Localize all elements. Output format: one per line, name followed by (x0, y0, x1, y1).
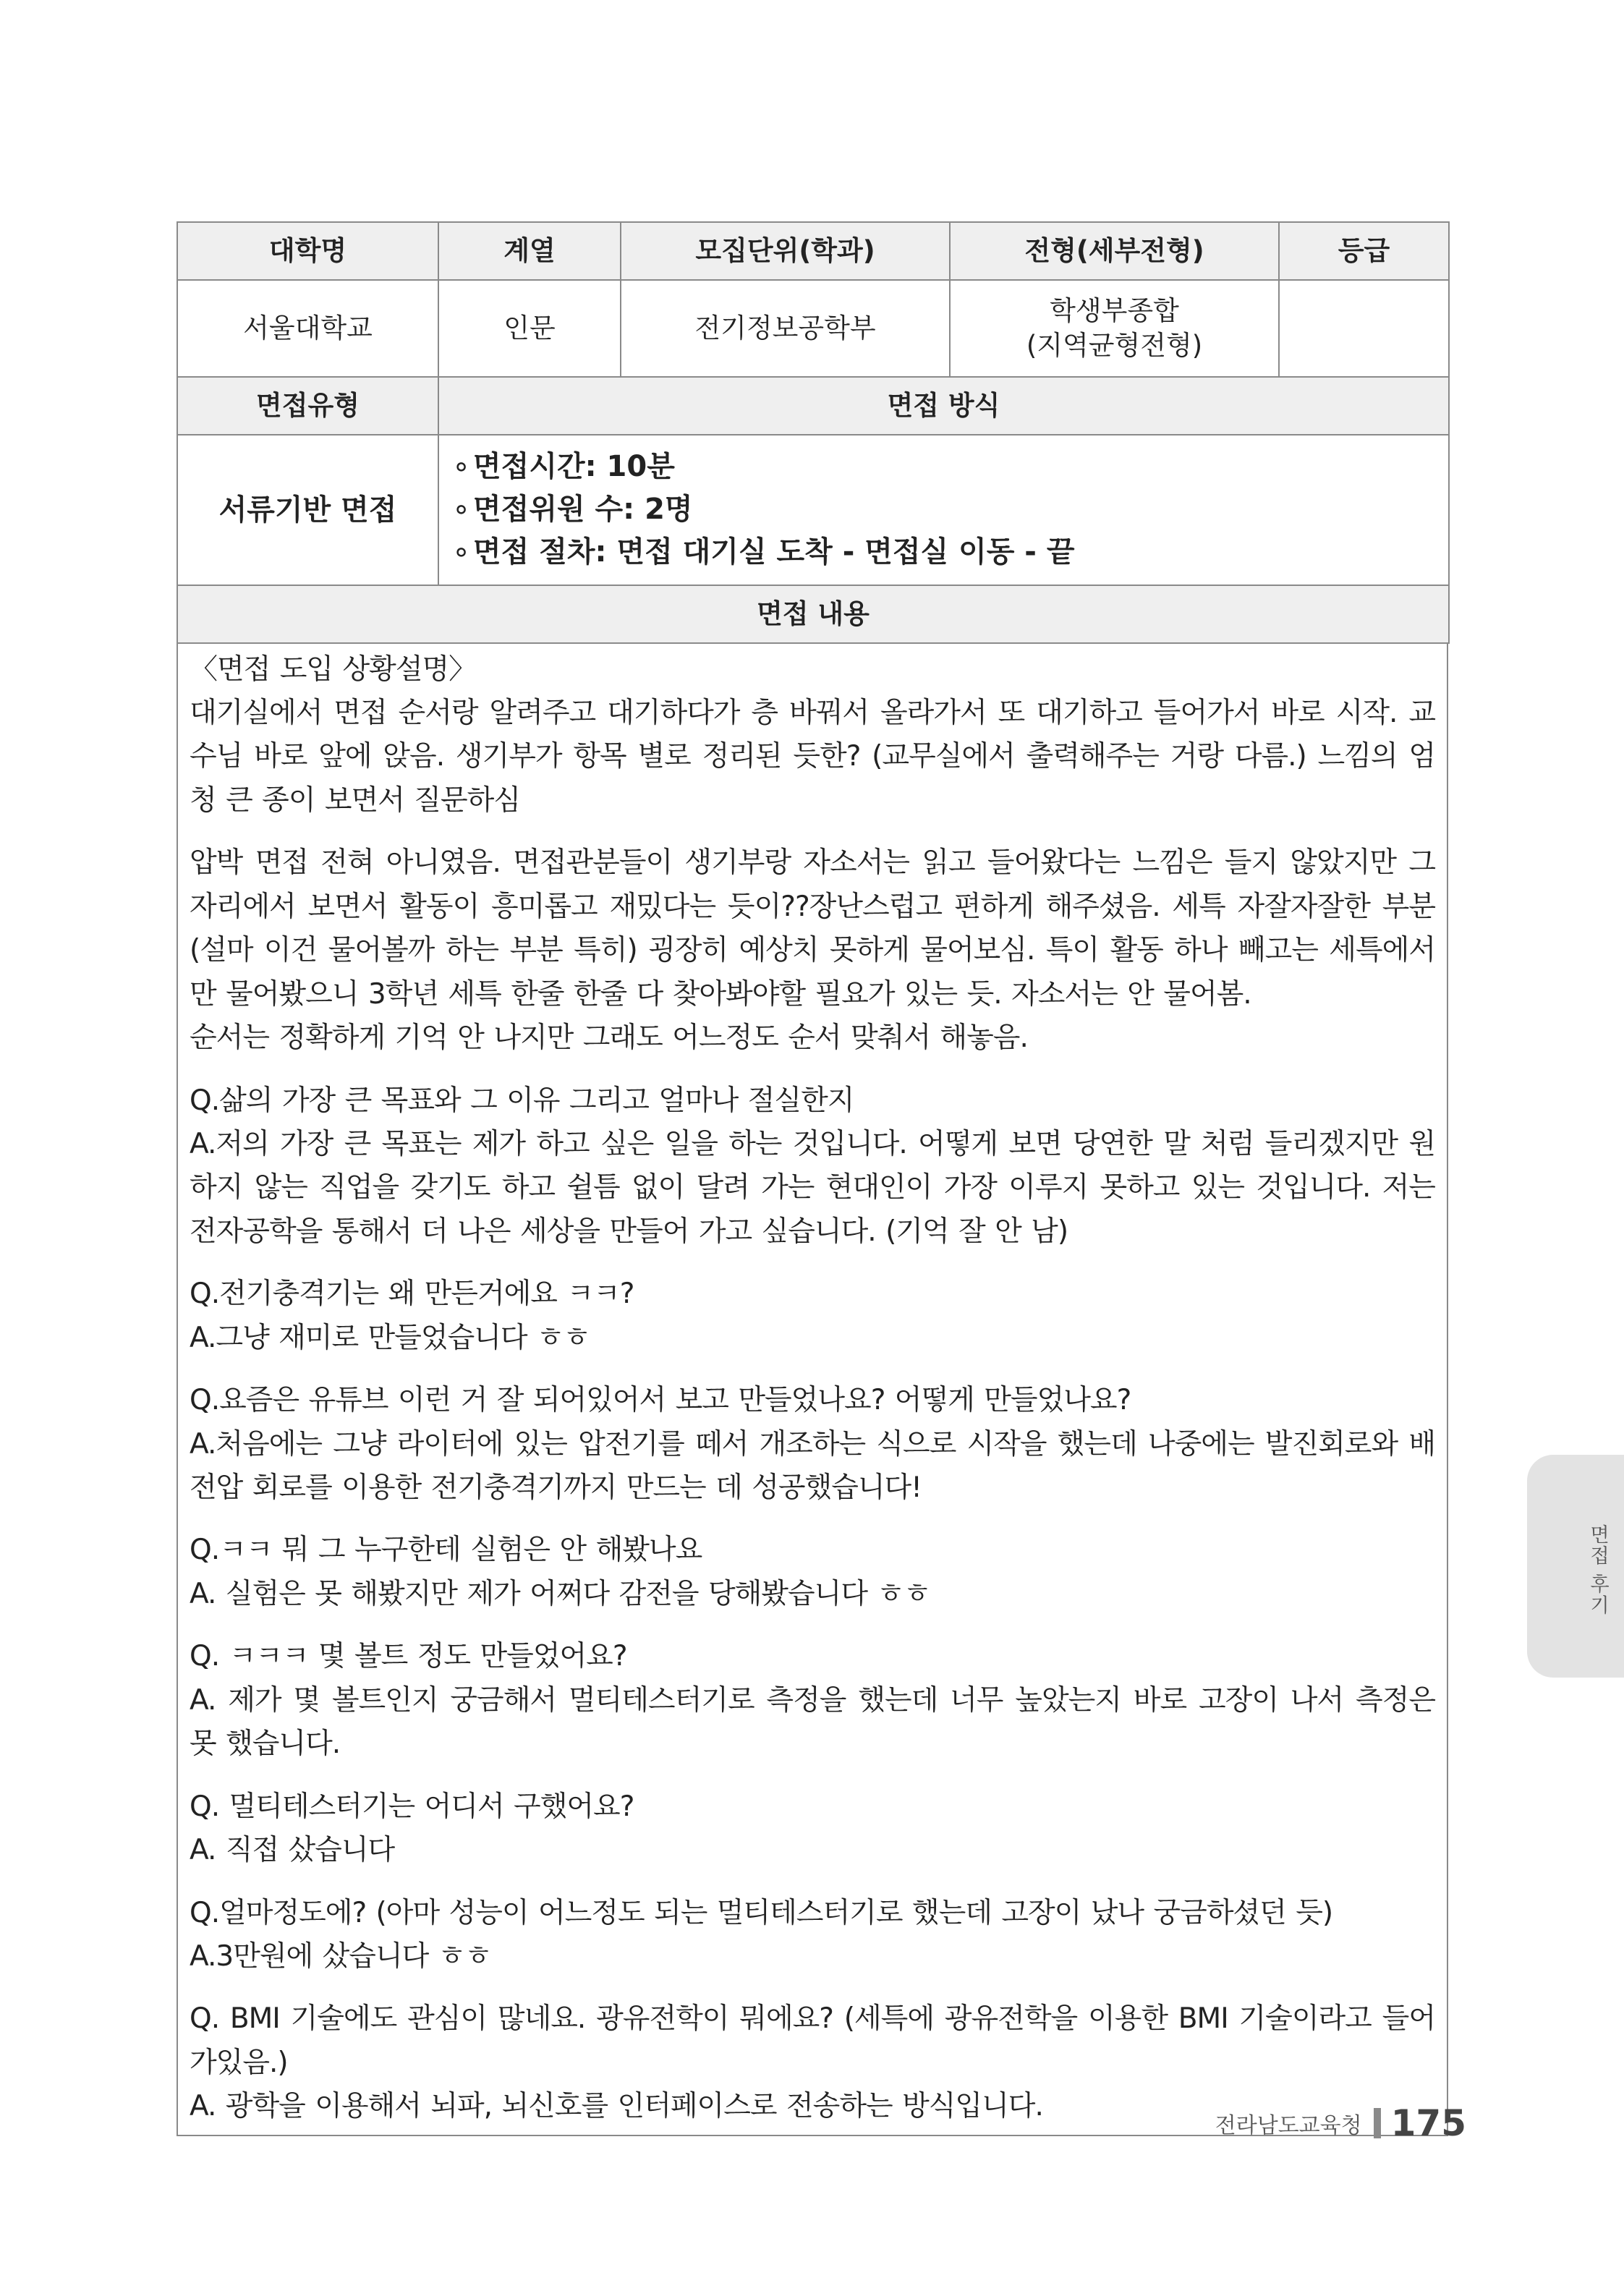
footer-divider (1374, 2108, 1381, 2138)
cell-interview-type: 서류기반 면접 (177, 435, 438, 585)
method-list (439, 435, 1448, 585)
question-text: Q.전기충격기는 왜 만든거에요 ㅋㅋ? (190, 1278, 634, 1311)
intro-title: 〈면접 도입 상황설명〉 (190, 653, 477, 686)
header-admission: 전형(세부전형) (950, 222, 1279, 280)
header-interview-type: 면접유형 (177, 377, 438, 435)
answer-text: A.3만원에 샀습니다 ㅎㅎ (190, 1939, 492, 1973)
question-text: Q.ㅋㅋ 뭐 그 누구한테 실험은 안 해봤나요 (190, 1534, 702, 1567)
qa-list (190, 1079, 1435, 2129)
section-side-tab (1527, 1455, 1624, 1678)
question-text: Q. 멀티테스터기는 어디서 구했어요? (190, 1790, 634, 1823)
bullet-icon: ∘ (452, 493, 471, 527)
answer-text: A.그냥 재미로 만들었습니다 ㅎㅎ (190, 1321, 590, 1354)
admission-line2: (지역균형전형) (1026, 330, 1203, 361)
qa-block (190, 1529, 1435, 1616)
answer-text: A. 실험은 못 해봤지만 제가 어쩌다 감전을 당해봤습니다 ㅎㅎ (190, 1577, 930, 1610)
header-interview-content: 면접 내용 (177, 585, 1449, 643)
cell-university: 서울대학교 (177, 280, 438, 377)
bullet-icon: ∘ (452, 535, 471, 569)
qa-block (190, 1785, 1435, 1873)
method-item (452, 488, 1435, 531)
side-tab-label: 면접 후기 (1586, 1524, 1609, 1616)
question-text: Q.삶의 가장 큰 목표와 그 이유 그리고 얼마나 절실한지 (190, 1084, 854, 1117)
question-text: Q.요즘은 유튜브 이런 거 잘 되어있어서 보고 만들었나요? 어떻게 만들었나요? (190, 1384, 1131, 1417)
answer-text: A. 제가 몇 볼트인지 궁금해서 멀티테스터기로 측정을 했는데 너무 높았는지 바로 고장이 나서 측정은 못 했습니다. (190, 1683, 1435, 1761)
answer-text: A. 광학을 이용해서 뇌파, 뇌신호를 인터페이스로 전송하는 방식입니다. (190, 2090, 1043, 2123)
question-text: Q. ㅋㅋㅋ 몇 볼트 정도 만들었어요? (190, 1640, 627, 1673)
bullet-icon: ∘ (452, 450, 471, 483)
answer-text: A. 직접 샀습니다 (190, 1834, 395, 1867)
cell-admission (950, 280, 1279, 377)
header-field: 계열 (438, 222, 621, 280)
page-footer (1215, 2102, 1466, 2144)
answer-text: A.저의 가장 큰 목표는 제가 하고 싶은 일을 하는 것입니다. 어떻게 보면 당연한 말 처럼 들리겠지만 원하지 않는 직업을 갖기도 하고 쉴틈 없이 달려 가는 현대인이 가장 이루지 못하고 있는 것입니다. 저는 전자공학을 통해서 더 나은 세상을 만들어 가고 싶습니다. (기억 잘 안 남) (190, 1127, 1435, 1248)
interview-content (177, 644, 1448, 2136)
method-item (452, 531, 1435, 574)
cell-interview-method (438, 435, 1449, 585)
qa-block (190, 1079, 1435, 1254)
qa-block (190, 1272, 1435, 1360)
cell-grade (1279, 280, 1449, 377)
page-number: 175 (1390, 2102, 1466, 2144)
info-table (177, 221, 1450, 644)
header-interview-method: 면접 방식 (438, 377, 1449, 435)
method-item-text: 면접시간: 10분 (473, 450, 675, 483)
answer-text: A.처음에는 그냥 라이터에 있는 압전기를 떼서 개조하는 식으로 시작을 했는데 나중에는 발진회로와 배전압 회로를 이용한 전기충격기까지 만드는 데 성공했습니다! (190, 1427, 1435, 1504)
qa-block (190, 1635, 1435, 1766)
qa-block (190, 1379, 1435, 1510)
header-university: 대학명 (177, 222, 438, 280)
question-text: Q.얼마정도에? (아마 성능이 어느정도 되는 멀티테스터기로 했는데 고장이 났나 궁금하셨던 듯) (190, 1896, 1333, 1929)
intro-text: 대기실에서 면접 순서랑 알려주고 대기하다가 층 바꿔서 올라가서 또 대기하고 들어가서 바로 시작. 교수님 바로 앞에 앉음. 생기부가 항목 별로 정리된 듯한? (교무실에서 출력해주는 거랑 다름.) 느낌의 엄청 큰 종이 보면서 질문하심 (190, 697, 1435, 817)
admission-line1: 학생부종합 (1050, 294, 1179, 326)
header-department: 모집단위(학과) (621, 222, 950, 280)
method-item (452, 446, 1435, 488)
question-text: Q. BMI 기술에도 관심이 많네요. 광유전학이 뭐에요? (세특에 광유전학을 이용한 BMI 기술이라고 들어가있음.) (190, 2002, 1435, 2079)
observation-note: 순서는 정확하게 기억 안 나지만 그래도 어느정도 순서 맞춰서 해놓음. (190, 1021, 1028, 1055)
header-grade: 등급 (1279, 222, 1449, 280)
observation-text: 압박 면접 전혀 아니였음. 면접관분들이 생기부랑 자소서는 읽고 들어왔다는 느낌은 들지 않았지만 그 자리에서 보면서 활동이 흥미롭고 재밌다는 듯이??장난스럽고 편하게 해주셨음. 세특 자잘자잘한 부분(설마 이건 물어볼까 하는 부분 특히) 굉장히 예상치 못하게 물어보심. 특이 활동 하나 빼고는 세특에서만 물어봤으니 3학년 세특 한줄 한줄 다 찾아봐야할 필요가 있는 듯. 자소서는 안 물어봄. (190, 846, 1435, 1011)
cell-field: 인문 (438, 280, 621, 377)
footer-org: 전라남도교육청 (1215, 2113, 1362, 2138)
cell-department: 전기정보공학부 (621, 280, 950, 377)
method-item-text: 면접위원 수: 2명 (473, 493, 693, 527)
qa-block (190, 1892, 1435, 1979)
interview-sheet (177, 221, 1448, 2136)
method-item-text: 면접 절차: 면접 대기실 도착 - 면접실 이동 - 끝 (473, 535, 1075, 569)
